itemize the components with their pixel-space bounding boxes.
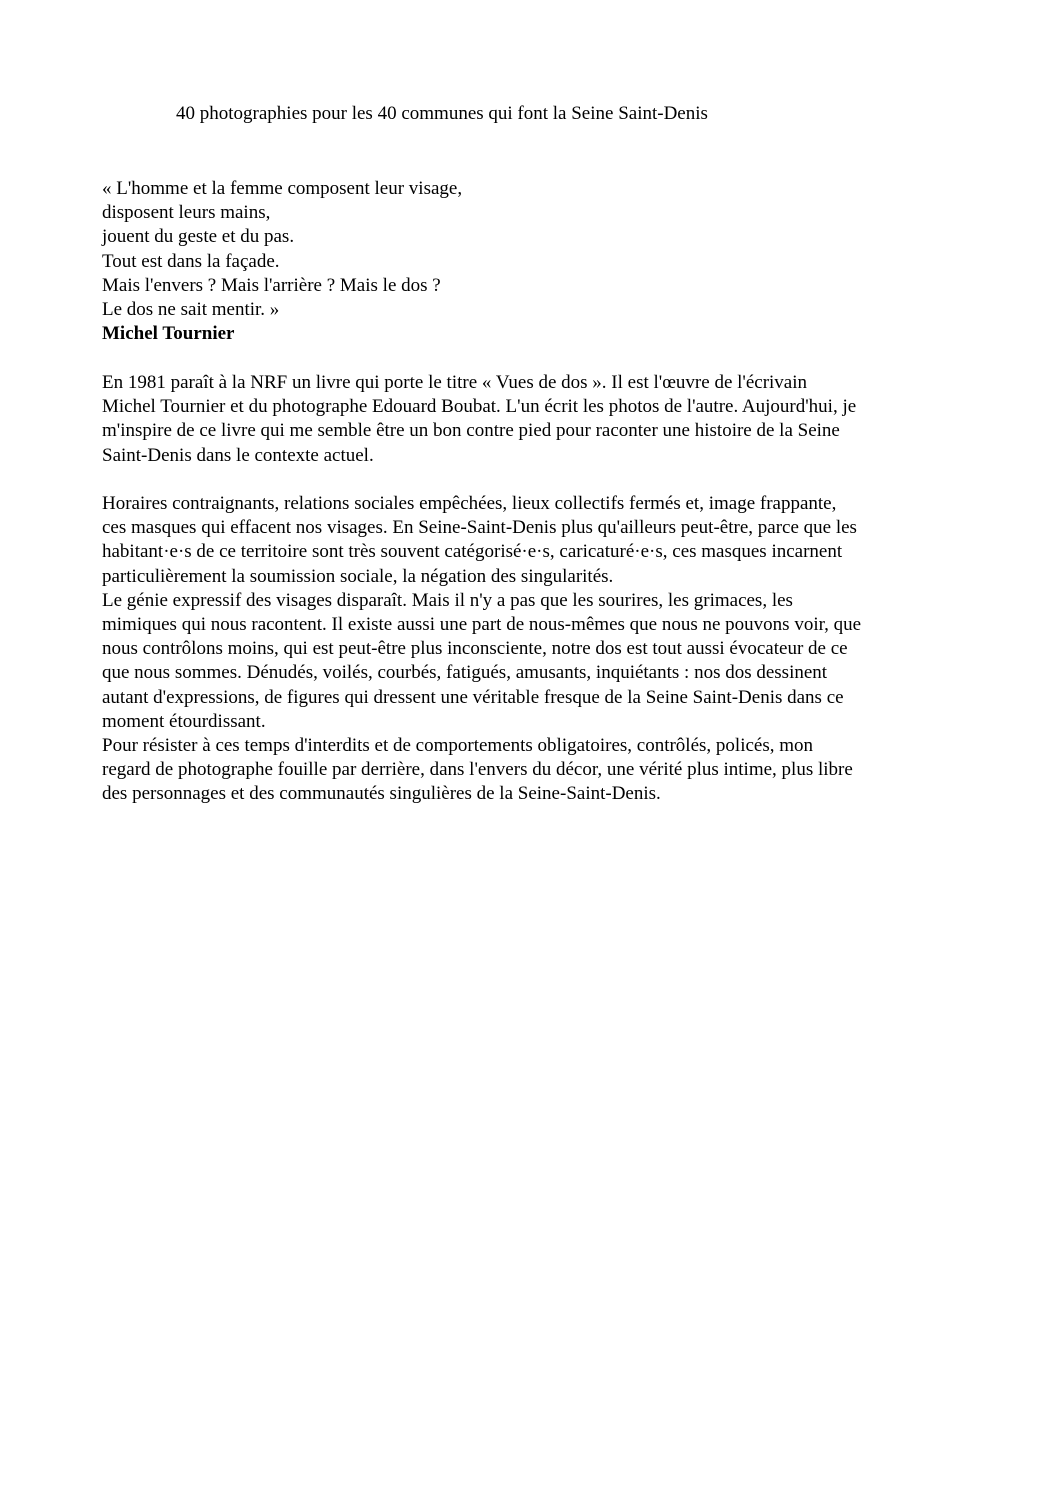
epigraph-line: disposent leurs mains, (102, 202, 271, 224)
paragraph-line: autant d'expressions, de figures qui dressent une véritable fresque de la Seine Saint-Denis dans ce (102, 686, 844, 708)
intro-paragraph (102, 371, 962, 468)
epigraph (102, 177, 962, 346)
paragraph-line: des personnages et des communautés singulières de la Seine-Saint-Denis. (102, 783, 661, 805)
paragraph-line: particulièrement la soumission sociale, la négation des singularités. (102, 565, 614, 587)
epigraph-line: « L'homme et la femme composent leur visage, (102, 178, 463, 199)
paragraph-line: En 1981 paraît à la NRF un livre qui porte le titre « Vues de dos ». Il est l'œuvre de l'écrivain (102, 372, 808, 393)
paragraph-line: Saint-Denis dans le contexte actuel. (102, 444, 374, 466)
paragraph-line: Michel Tournier et du photographe Edouard Boubat. L'un écrit les photos de l'autre. Aujourd'hui, je (102, 396, 857, 418)
epigraph-line: Le dos ne sait mentir. » (102, 299, 280, 321)
paragraph-line: ces masques qui effacent nos visages. En Seine-Saint-Denis plus qu'ailleurs peut-être, parce que les (102, 517, 857, 539)
paragraph-line: Pour résister à ces temps d'interdits et de comportements obligatoires, contrôlés, policés, mon (102, 735, 814, 757)
paragraph-line: m'inspire de ce livre qui me semble être un bon contre pied pour raconter une histoire de la Seine (102, 420, 840, 442)
paragraph-line: Horaires contraignants, relations sociales empêchées, lieux collectifs fermés et, image frappante, (102, 493, 837, 514)
epigraph-author: Michel Tournier (102, 323, 235, 345)
paragraph-line: habitant·e·s de ce territoire sont très souvent catégorisé·e·s, caricaturé·e·s, ces masques incarnent (102, 541, 843, 563)
epigraph-line: Mais l'envers ? Mais l'arrière ? Mais le dos ? (102, 274, 441, 296)
paragraph-line: mimiques qui nous racontent. Il existe aussi une part de nous-mêmes que nous ne pouvons voir, que (102, 614, 862, 636)
body-text (102, 492, 962, 807)
document-title: 40 photographies pour les 40 communes qui font la Seine Saint-Denis (176, 103, 708, 124)
paragraph-line: regard de photographe fouille par derrière, dans l'envers du décor, une vérité plus intime, plus libre (102, 759, 853, 781)
paragraph-line: que nous sommes. Dénudés, voilés, courbés, fatigués, amusants, inquiétants : nos dos dessinent (102, 662, 828, 684)
paragraph-line: moment étourdissant. (102, 710, 266, 732)
epigraph-line: jouent du geste et du pas. (102, 226, 295, 248)
epigraph-line: Tout est dans la façade. (102, 250, 280, 272)
paragraph-line: Le génie expressif des visages disparaît. Mais il n'y a pas que les sourires, les grimaces, les (102, 589, 793, 611)
paragraph-line: nous contrôlons moins, qui est peut-être plus inconsciente, notre dos est tout aussi évocateur de ce (102, 638, 848, 660)
